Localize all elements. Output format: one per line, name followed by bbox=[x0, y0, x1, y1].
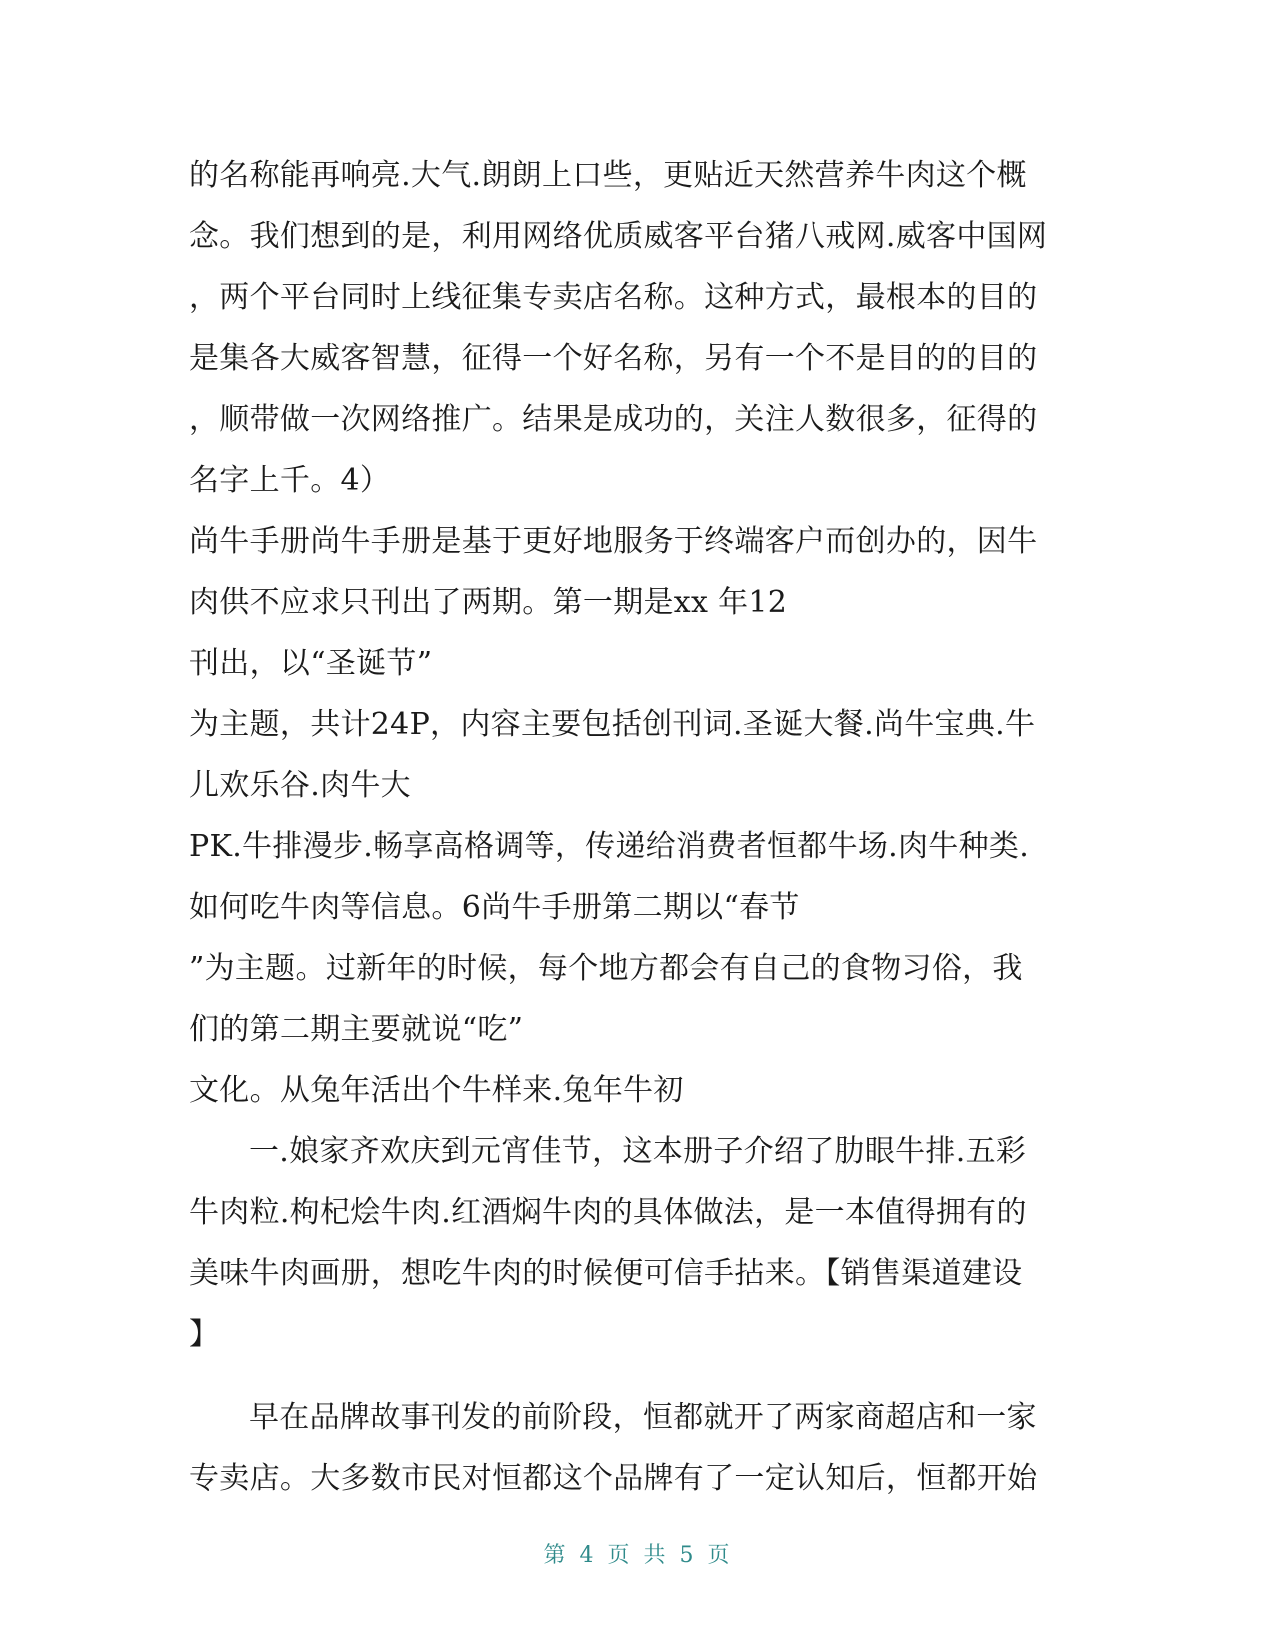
footer-page-number: 4 bbox=[579, 1543, 596, 1568]
footer-total-word: 共 bbox=[643, 1543, 668, 1568]
text-line: 们的第二期主要就说“吃” bbox=[189, 1012, 524, 1047]
text-line: ”为主题。过新年的时候，每个地方都会有自己的食物习俗，我 bbox=[189, 951, 1023, 986]
text-line: 如何吃牛肉等信息。6尚牛手册第二期以“春节 bbox=[189, 890, 800, 925]
text-line: 美味牛肉画册，想吃牛肉的时候便可信手拈来。【销售渠道建设 bbox=[189, 1256, 1023, 1291]
text-line: 一.娘家齐欢庆到元宵佳节，这本册子介绍了肋眼牛排.五彩 bbox=[249, 1134, 1027, 1169]
text-line: ，顺带做一次网络推广。结果是成功的，关注人数很多，征得的 bbox=[189, 402, 1038, 437]
text-line: ，两个平台同时上线征集专卖店名称。这种方式，最根本的目的 bbox=[189, 280, 1038, 315]
text-line: 名字上千。4） bbox=[189, 463, 391, 498]
footer-page-word: 页 bbox=[607, 1543, 632, 1568]
footer-prefix: 第 bbox=[543, 1543, 568, 1568]
text-line: 儿欢乐谷.肉牛大 bbox=[189, 768, 411, 803]
page-footer bbox=[0, 1538, 1275, 1569]
text-line: PK.牛排漫步.畅享高格调等，传递给消费者恒都牛场.肉牛种类. bbox=[189, 829, 1030, 864]
document-body bbox=[189, 145, 1069, 1509]
text-line: 刊出，以“圣诞节” bbox=[189, 646, 433, 681]
text-line: 的名称能再响亮.大气.朗朗上口些，更贴近天然营养牛肉这个概 bbox=[189, 158, 1027, 193]
text-line: 】 bbox=[189, 1317, 220, 1352]
text-line: 文化。从兔年活出个牛样来.兔年牛初 bbox=[189, 1073, 684, 1108]
text-line: 牛肉粒.枸杞烩牛肉.红酒焖牛肉的具体做法，是一本值得拥有的 bbox=[189, 1195, 1027, 1230]
text-line: 专卖店。大多数市民对恒都这个品牌有了一定认知后，恒都开始 bbox=[189, 1461, 1038, 1496]
text-line: 是集各大威客智慧，征得一个好名称，另有一个不是目的的目的 bbox=[189, 341, 1038, 376]
text-line: 早在品牌故事刊发的前阶段，恒都就开了两家商超店和一家 bbox=[249, 1400, 1037, 1435]
footer-suffix: 页 bbox=[707, 1543, 732, 1568]
text-line: 肉供不应求只刊出了两期。第一期是xx 年12 bbox=[189, 585, 788, 620]
footer-total-pages: 5 bbox=[679, 1543, 696, 1568]
text-line: 尚牛手册尚牛手册是基于更好地服务于终端客户而创办的，因牛 bbox=[189, 524, 1038, 559]
text-line: 念。我们想到的是，利用网络优质威客平台猪八戒网.威客中国网 bbox=[189, 219, 1048, 254]
text-line: 为主题，共计24P，内容主要包括创刊词.圣诞大餐.尚牛宝典.牛 bbox=[189, 707, 1036, 742]
